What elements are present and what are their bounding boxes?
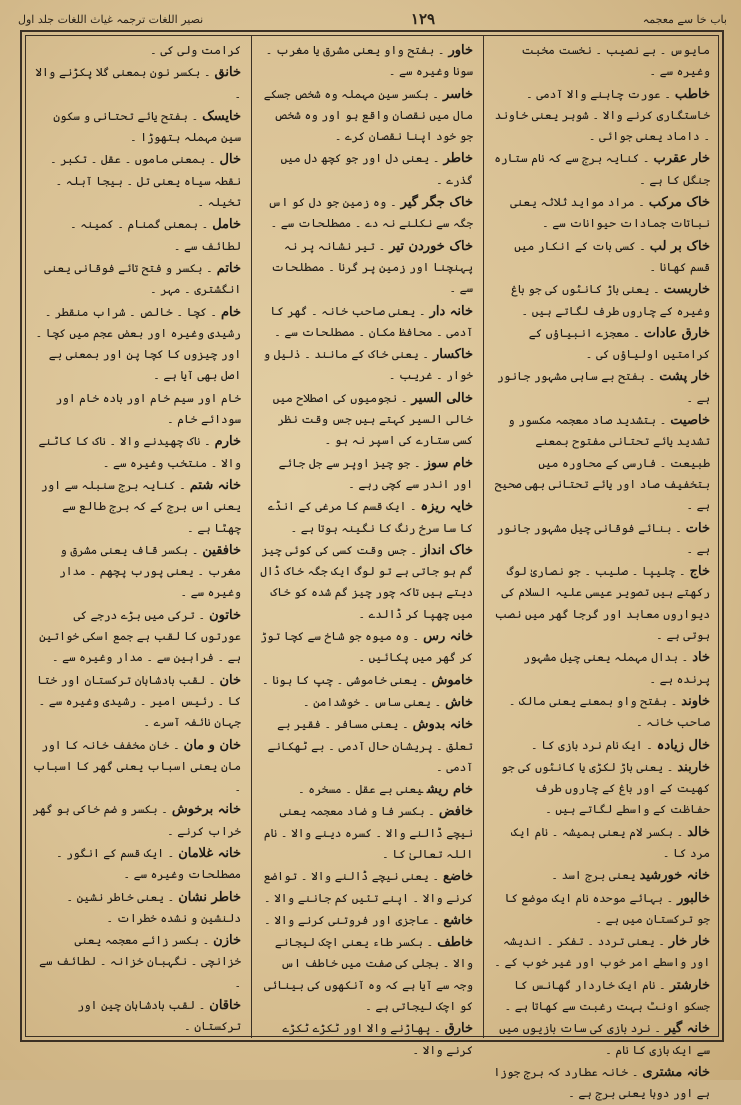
dictionary-entry: [260, 670, 473, 691]
dictionary-entry: [492, 366, 710, 409]
entry-headword: خالد: [687, 824, 710, 840]
entry-headword: خاج: [689, 564, 710, 580]
entry-headword: خار پشت: [659, 369, 710, 385]
entry-headword: خانہ غلامان: [178, 845, 241, 861]
entry-headword: خان: [219, 672, 241, 688]
dictionary-entry: [32, 475, 241, 539]
entry-headword: خانہ مشتری: [642, 1064, 710, 1080]
dictionary-entry: [260, 236, 473, 300]
dictionary-entry: [260, 692, 473, 713]
dictionary-entry: [260, 540, 473, 625]
entry-definition: ۔ بدال مہملہ یعنی چیل مشہور پرندہ ہے ۔: [523, 650, 710, 686]
entry-definition: ۔ ایک نام نرد بازی کا ۔: [530, 737, 653, 752]
dictionary-entry: [260, 1018, 473, 1061]
dictionary-entry: [260, 866, 473, 909]
dictionary-entry: [260, 626, 473, 669]
entry-definition: ۔ یعنی دل اور جو کچھ دل میں گذرے ۔: [280, 151, 473, 187]
entry-definition: ۔ کسی بات کے انکار میں قسم کھانا ۔: [514, 238, 710, 274]
entry-definition: ۔ مراد مواید ثلاثہ یعنی نباتات جمادات حیوانات سے ۔: [510, 195, 710, 231]
entry-headword: خالبور: [677, 890, 710, 906]
dictionary-entry: [492, 323, 710, 366]
entry-definition: ۔ یعنی نیچے ڈالنے والا ۔ تواضع کرنے والا ۔ اپنے تئیں کم جاننے والا ۔: [263, 869, 473, 905]
entry-headword: خاور: [448, 43, 473, 58]
dictionary-entry: [492, 757, 710, 821]
dictionary-entry: [32, 887, 241, 930]
entry-definition: ۔ ترکی میں بڑے درجے کی عورتوں کا لقب ہے جمع اسکی خواتین ہے ۔ فراہین سے ۔ مدار وغیرہ سے ۔: [39, 607, 241, 665]
dictionary-entry: [492, 647, 710, 690]
entry-definition: ۔ بفتح یائے تحتانی و سکون سین مہملہ ہتھوڑا ۔: [53, 108, 241, 145]
entry-headword: خاطب: [674, 86, 710, 102]
entry-headword: خاشع: [443, 912, 473, 928]
entry-headword: خاقان: [209, 998, 241, 1014]
dictionary-entry: [260, 84, 473, 148]
header-book-title: نصیر اللغات ترجمہ غیاث اللغات جلد اول: [18, 12, 204, 26]
dictionary-entry: [32, 106, 241, 149]
entry-headword: خام: [220, 304, 241, 320]
entry-headword: خاش: [445, 694, 473, 710]
entry-definition: ۔ یعنی باڑ کانٹوں کی جو باغ وغیرہ کے چاروں طرف لگاتے ہیں ۔: [511, 282, 710, 318]
column-left: [24, 36, 252, 1038]
entry-definition: کرامت ولی کی ۔: [150, 43, 241, 57]
entry-headword: خار عقرب: [653, 151, 710, 167]
entry-definition: ۔ یعنی مسافر ۔ فقیر بے تعلق ۔ پریشان حال آدمی ۔ بے ٹھکانے آدمی ۔: [267, 717, 473, 774]
dictionary-entry: [260, 910, 473, 931]
dictionary-entry: [32, 258, 241, 301]
entry-headword: خافقین: [202, 542, 241, 558]
entry-headword: خاک جگر گیر: [400, 195, 473, 211]
entry-definition: ۔ عاجزی اور فروتنی کرنے والا ۔: [263, 912, 440, 927]
entry-definition: ۔ نام ایک خاردار گھانس کا جسکو اونٹ بہت رغبت سے کھاتا ہے ۔: [504, 977, 710, 1014]
entry-definition: ۔ ایک قسم کا مرغی کے انڈے کا سا سرخ رنگ کا نگینہ ہوتا ہے ۔: [268, 499, 473, 535]
entry-definition: ۔ بکسر لام یعنی ہمیشہ ۔ نام ایک مرد کا ۔: [511, 824, 710, 860]
entry-headword: خارشتر: [669, 977, 710, 993]
entry-headword: خافض: [438, 804, 473, 820]
dictionary-entry: [32, 62, 241, 105]
entry-headword: خال: [219, 152, 241, 168]
dictionary-entry: [32, 388, 241, 431]
dictionary-entry: [260, 40, 473, 83]
entry-headword: خایسک: [202, 108, 241, 124]
dictionary-entry: [260, 801, 473, 865]
entry-definition: ۔ جو چیز اوپر سے جل جائے اور اندر سے کچی رہے ۔: [278, 455, 473, 491]
entry-definition: ۔ یعنی باڑ لکڑی یا کانٹوں کی جو کھیت کے اور باغ کے چاروں طرف حفاظت کے واسطے لگاتے ہیں ۔: [501, 759, 710, 817]
entry-headword: خاک بر لب: [649, 238, 710, 254]
column-right: [484, 36, 720, 1101]
entry-definition: ۔ وہ زمین جو دل کو اس جگہ سے نکلنے نہ دے ۔ مصطلحات سے ۔: [268, 195, 473, 231]
dictionary-entry: [492, 236, 710, 279]
entry-headword: خاموش: [431, 672, 473, 688]
entry-headword: خات: [685, 520, 710, 536]
entry-headword: خایہ ریزہ: [420, 499, 473, 515]
entry-definition: ۔ بفتح واو یعنی مشرق یا مغرب ۔ سونا وغیرہ سے ۔: [265, 43, 473, 79]
entry-headword: خام ریش: [426, 782, 473, 798]
entry-headword: خاتون: [209, 607, 241, 623]
dictionary-entry: [492, 691, 710, 734]
entry-definition: ۔ بہائے موحدہ نام ایک موضع کا جو ترکستان میں ہے ۔: [504, 890, 710, 926]
entry-definition: ۔ پھاڑنے والا اور ٹکڑے ٹکڑے کرنے والا ۔: [282, 1021, 473, 1057]
dictionary-entry: [260, 192, 473, 235]
dictionary-entry: [492, 192, 710, 235]
dictionary-entry: [32, 605, 241, 669]
dictionary-entry: [492, 931, 710, 974]
entry-definition: ۔ یعنی خاموشی ۔ چپ کا ہونا ۔: [261, 672, 428, 687]
dictionary-entry: [260, 388, 473, 452]
entry-definition: یعنی بے عقل ۔ مسخرہ ۔: [298, 782, 423, 797]
entry-headword: خاتم: [216, 260, 241, 276]
dictionary-entry: [32, 540, 241, 604]
entry-definition: ۔ خان مخفف خانہ کا اور مان یعنی اسباب یعنی گھر کا اسباب ۔: [32, 737, 241, 795]
dictionary-entry: [32, 735, 241, 799]
entry-headword: خاسر: [442, 86, 473, 102]
entry-headword: خانہ گیر: [664, 1021, 710, 1037]
entry-headword: خانہ شتم: [189, 477, 241, 493]
dictionary-entry: [260, 779, 473, 800]
dictionary-entry: [492, 148, 710, 191]
dictionary-entry: [32, 431, 241, 474]
entry-headword: خاربست: [663, 282, 710, 298]
dictionary-entry: [492, 865, 710, 886]
entry-definition: ۔ جس وقت کسی کی کوئی چیز گم ہو جاتی ہے تو لوگ ایک جگہ خاک ڈال دیتے ہیں تاکہ چور چیز گم شدہ کو خاک میں چھپا کر ڈالدے ۔: [260, 542, 473, 621]
entry-definition: ۔ نرد بازی کی سات بازیوں میں سے ایک بازی کا نام ۔: [499, 1021, 710, 1057]
entry-definition: ۔ کنایہ برج سنبلہ سے اور یعنی اس برج کے کہ برج طالع سے چھٹا ہے ۔: [40, 477, 241, 535]
dictionary-entry: [492, 735, 710, 756]
dictionary-entry: [492, 822, 710, 865]
entry-headword: خالی السیر: [411, 390, 473, 406]
entry-definition: یعنی برج اسد ۔: [551, 868, 636, 883]
entry-definition: ۔ بکسر سین مہملہ وہ شخص جسکے مال میں نقصان واقع ہو اور وہ شخص جو خود اپنا نقصان کرے ۔: [263, 86, 473, 144]
dictionary-entry: [492, 518, 710, 561]
entry-headword: خارق: [444, 1021, 473, 1037]
dictionary-entry: [260, 714, 473, 778]
entry-definition: ۔ معجزے انبیاؤں کے کرامتیں اولیاؤں کی ۔: [528, 325, 710, 362]
entry-definition: ۔ ناک چھیدنے والا ۔ ناک کا کاٹنے والا ۔ منتخب وغیرہ سے ۔: [38, 434, 241, 470]
entry-definition: ۔ یعنی تردد ۔ تفکر ۔ اندیشہ اور واسطے امر خوب اور غیر خوب کے ۔: [494, 934, 710, 970]
dictionary-entry: [32, 40, 241, 61]
entry-definition: خام اور سیم خام اور بادہ خام اور سودائے خام ۔: [55, 390, 241, 427]
dictionary-entry: [492, 1062, 710, 1105]
entry-definition: ۔ چلیپا ۔ صلیب ۔ جو نصاریٰ لوگ رکھتے ہیں تصویر عیسی علیہ السلام کی دیواروں معابد اور گرجا گھر میں نصب ہوتی ہے ۔: [494, 564, 710, 643]
entry-headword: خاد: [692, 650, 710, 666]
entry-definition: ۔ تیر نشانہ پر نہ پہنچنا اور زمین پر گرنا ۔ مصطلحات سے ۔: [271, 238, 473, 296]
entry-headword: خامل: [212, 217, 241, 233]
dictionary-entry: [492, 888, 710, 931]
entry-definition: ۔ بکسر زائے معجمہ یعنی خزانچی ۔ نگہبان خزانہ ۔ لطائف سے ۔: [39, 933, 241, 990]
dictionary-entry: [260, 301, 473, 344]
dictionary-entry: [32, 302, 241, 387]
dictionary-entry: [492, 40, 710, 83]
dictionary-entry: [492, 561, 710, 646]
entry-headword: خانہ دار: [429, 303, 473, 319]
entry-headword: خاطف: [437, 935, 473, 951]
entry-headword: خاطر نشان: [178, 889, 241, 905]
entry-definition: ۔ بمعنی ماموں ۔ عقل ۔ تکبر ۔ نقطہ سیاہ یعنی تل ۔ بیجا آبلہ ۔ تخیلہ ۔: [50, 152, 241, 210]
dictionary-entry: [32, 149, 241, 213]
entry-headword: خام سوز: [424, 455, 473, 471]
entry-headword: خارق عادات: [643, 325, 710, 341]
entry-headword: خاک مرکب: [648, 195, 710, 211]
dictionary-entry: [32, 995, 241, 1038]
dictionary-entry: [260, 932, 473, 1017]
dictionary-entry: [492, 410, 710, 516]
entry-headword: خاوند: [681, 693, 710, 709]
entry-definition: ۔ یعنی خاطر نشین ۔ دلنشین و نشدہ خطرات ۔: [66, 889, 241, 925]
entry-headword: خانہ رس: [423, 629, 473, 645]
entry-definition: ۔ لقب بادشاہان ترکستان اور ختا کا ۔ رئیس امیر ۔ رشیدی وغیرہ سے ۔ جہان نائفہ آسرے ۔: [37, 672, 241, 730]
entry-definition: ۔ کچا ۔ خالص ۔ شراب منقطر ۔ رشیدی وغیرہ اور بعض عجم میں کچا ۔ اور چیزوں کا کچا پن اور بمعنی بے اصل بھی آیا ہے ۔: [35, 304, 241, 383]
entry-definition: ۔ بکسر قاف یعنی مشرق و مغرب ۔ یعنی پورب پچھم ۔ مدار وغیرہ سے ۔: [59, 542, 241, 600]
entry-headword: خازن: [213, 933, 241, 949]
entry-headword: خاک خوردن تیر: [389, 238, 473, 254]
dictionary-entry: [32, 843, 241, 886]
dictionary-entry: [492, 84, 710, 148]
entry-headword: خاطر: [443, 151, 473, 167]
entry-definition: ۔ بکسر نون بمعنی گلا پکڑنے والا ۔: [35, 65, 241, 101]
dictionary-entry: [32, 214, 241, 257]
dictionary-entry: [260, 453, 473, 496]
entry-definition: ۔ کنایہ برج سے کہ نام ستارہ جنگل کا ہے ۔: [494, 151, 710, 187]
entry-headword: خاکسار: [432, 347, 473, 363]
entry-definition: ۔ بتشدید صاد معجمہ مکسور و تشدید یائے تحتانی مفتوح بمعنے طبیعت ۔ فارسی کے محاورہ میں بتخفیف صاد اور یائے تحتانی بھی صحیح ہے ۔: [494, 413, 710, 513]
entry-headword: خانہ خورشید: [639, 868, 710, 884]
dictionary-entry: [32, 799, 241, 842]
entry-definition: ۔ بکسر فا و ضاد معجمہ یعنی نیچے ڈالنے والا ۔ کسرہ دینے والا ۔ نام اللہ تعالیٰ کا ۔: [263, 804, 473, 861]
header-chapter-title: باب خا سے معجمہ: [642, 12, 727, 26]
dictionary-entry: [260, 344, 473, 387]
entry-headword: خانہ برخوش: [171, 802, 241, 818]
entry-definition: ۔ ایک قسم کے انگور ۔ مصطلحات وغیرہ سے ۔: [55, 845, 241, 882]
entry-headword: خانق: [214, 65, 241, 81]
entry-definition: ۔ لقب بادشاہان چین اور ترکستان ۔: [77, 998, 241, 1034]
dictionary-entry: [32, 670, 241, 734]
entry-definition: ۔ وہ میوہ جو شاخ سے کچا توڑ کر گھر میں پکائیں ۔: [260, 629, 473, 665]
page-header: [18, 6, 727, 32]
dictionary-entry: [260, 496, 473, 539]
entry-headword: خار خار: [668, 934, 710, 950]
entry-definition: ۔ نجومیوں کی اصطلاح میں خالی السیر کہتے ہیں جس وقت نظر کسی ستارے کی اسپر نہ ہو ۔: [272, 390, 473, 448]
entry-definition: ۔ یعنی خاک کے مانند ۔ ذلیل و خوار ۔ غریب ۔: [263, 347, 473, 383]
entry-headword: خاصیت: [670, 413, 710, 429]
entry-definition: ۔ بکسر و ضم خاکی ہو گھر خراب کرنے ۔: [32, 802, 241, 838]
entry-headword: خاربند: [677, 759, 710, 775]
entry-definition: ۔ بکسر طاء یعنی اچک لیجانے والا ۔ بجلی کی صفت میں خاطف اس وجہ سے آیا ہے کہ وہ آنکھوں کی بینائی کو اچک لیجاتی ہے ۔: [263, 935, 473, 1014]
column-middle: [252, 36, 484, 1057]
entry-headword: خان و مان: [183, 737, 241, 753]
page-number: ۱۲۹: [410, 10, 436, 28]
entry-definition: ۔ خانہ عطارد کہ برج جوزا ہے اور دوہا یعنی برج ہے ۔: [493, 1064, 710, 1101]
dictionary-entry: [260, 148, 473, 191]
entry-headword: خاضع: [443, 869, 473, 885]
entry-definition: ۔ بفتح بے ساہی مشہور جانور ہے ۔: [496, 369, 710, 405]
entry-definition: ۔ عورت چاہنے والا آدمی ۔ خاستگاری کرنے والا ۔ شوہر یعنی خاوند ۔ داماد یعنی جوائی ۔: [494, 86, 710, 144]
entry-definition: مایوس ۔ بے نصیب ۔ نخست مخبت وغیرہ سے ۔: [521, 43, 710, 79]
entry-definition: ۔ بفتح واو بمعنے یعنی مالک ۔ صاحب خانہ ۔: [508, 693, 710, 730]
entry-headword: خارم: [214, 434, 241, 450]
entry-definition: ۔ یعنی ساس ۔ خوشدامن ۔: [302, 694, 442, 709]
entry-headword: خانہ بدوش: [412, 717, 473, 733]
dictionary-entry: [492, 279, 710, 322]
entry-definition: ۔ یعنی صاحب خانہ ۔ گھر کا آدمی ۔ محافظ مکان ۔ مصطلحات سے ۔: [270, 303, 473, 339]
entry-definition: ۔ بنائے فوقانی چیل مشہور جانور ہے ۔: [496, 520, 710, 556]
entry-headword: خاک انداز: [420, 542, 473, 558]
dictionary-entry: [32, 930, 241, 994]
dictionary-entry: [492, 1018, 710, 1061]
entry-headword: خال زیادہ: [656, 737, 710, 753]
entry-definition: ۔ بکسر و فتح تائے فوقانی یعنی انگشتری ۔ مہر ۔: [44, 260, 241, 297]
entry-definition: ۔ بمعنی گمنام ۔ کمینہ ۔ لطائف سے ۔: [69, 217, 241, 253]
dictionary-entry: [492, 975, 710, 1018]
